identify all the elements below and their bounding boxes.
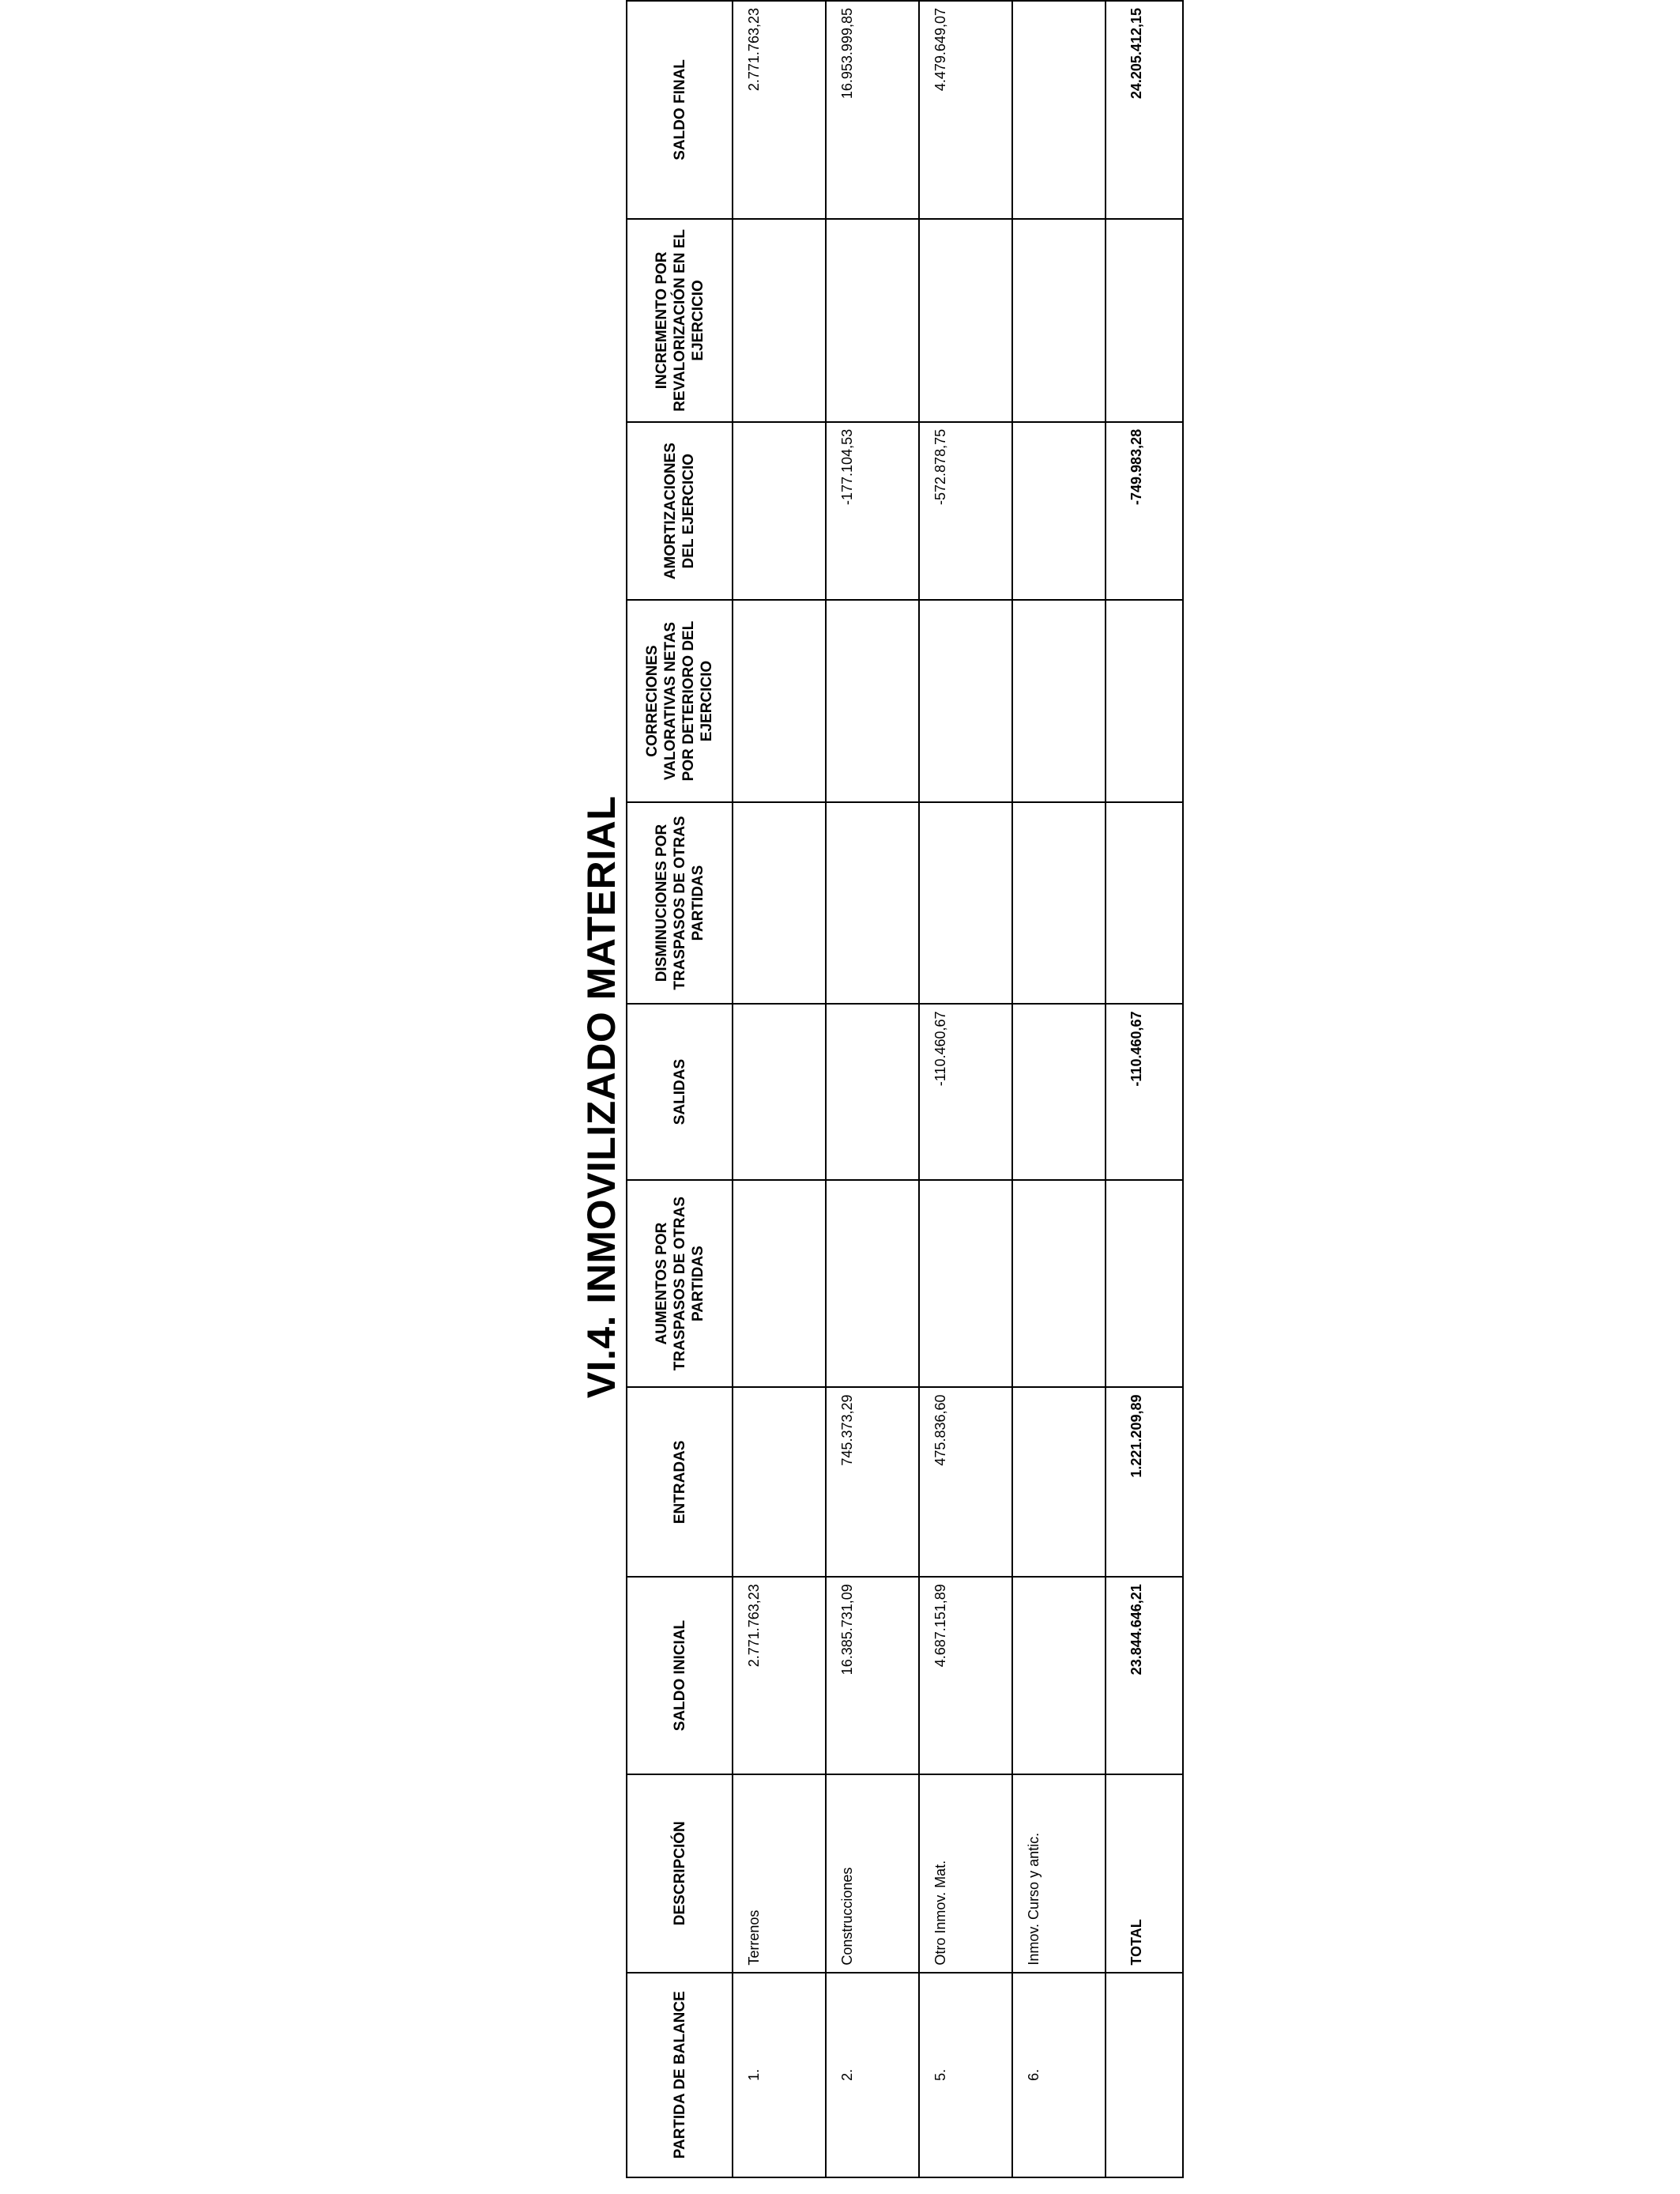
- cell-partida: 6.: [1012, 1973, 1106, 2177]
- fixed-assets-table: [626, 0, 1184, 2178]
- col-header-entradas: ENTRADAS: [627, 1388, 733, 1578]
- col-header-saldo-final: SALDO FINAL: [627, 1, 733, 219]
- cell-saldo-inicial: 2.771.763,23: [733, 1577, 826, 1774]
- cell-salidas: [733, 1004, 826, 1179]
- total-aumentos: [1106, 1180, 1183, 1388]
- col-header-amortizaciones: AMORTIZACIONES DEL EJERCICIO: [627, 422, 733, 601]
- rotated-page: [569, 0, 1144, 2194]
- cell-amortizaciones: [733, 422, 826, 601]
- table-row: [826, 1, 919, 2177]
- total-incremento: [1106, 219, 1183, 422]
- cell-incremento: [919, 219, 1012, 422]
- cell-saldo-final: 16.953.999,85: [826, 1, 919, 219]
- total-entradas: 1.221.209,89: [1106, 1388, 1183, 1578]
- cell-saldo-final: 4.479.649,07: [919, 1, 1012, 219]
- col-header-partida: PARTIDA DE BALANCE: [627, 1973, 733, 2177]
- page-title: VI.4. INMOVILIZADO MATERIAL: [579, 795, 623, 1399]
- cell-correcciones: [826, 600, 919, 801]
- total-row: [1106, 1, 1183, 2177]
- total-salidas: -110.460,67: [1106, 1004, 1183, 1179]
- table-row: [1012, 1, 1106, 2177]
- total-correcciones: [1106, 600, 1183, 801]
- cell-disminuciones: [1012, 802, 1106, 1005]
- cell-correcciones: [1012, 600, 1106, 801]
- total-label: TOTAL: [1106, 1774, 1183, 1973]
- cell-descripcion: Construcciones: [826, 1774, 919, 1973]
- cell-aumentos: [826, 1180, 919, 1388]
- col-header-aumentos: AUMENTOS POR TRASPASOS DE OTRAS PARTIDAS: [627, 1180, 733, 1388]
- cell-partida: 2.: [826, 1973, 919, 2177]
- cell-correcciones: [733, 600, 826, 801]
- table-row: [733, 1, 826, 2177]
- cell-partida: 1.: [733, 1973, 826, 2177]
- col-header-saldo-inicial: SALDO INICIAL: [627, 1577, 733, 1774]
- cell-entradas: 745.373,29: [826, 1388, 919, 1578]
- cell-incremento: [1012, 219, 1106, 422]
- cell-aumentos: [919, 1180, 1012, 1388]
- cell-aumentos: [1012, 1180, 1106, 1388]
- total-saldo-inicial: 23.844.646,21: [1106, 1577, 1183, 1774]
- cell-saldo-final: 2.771.763,23: [733, 1, 826, 219]
- cell-entradas: 475.836,60: [919, 1388, 1012, 1578]
- total-disminuciones: [1106, 802, 1183, 1005]
- col-header-correcciones: CORRECIONES VALORATIVAS NETAS POR DETERIORO DEL EJERCICIO: [627, 600, 733, 801]
- cell-partida: 5.: [919, 1973, 1012, 2177]
- total-amortizaciones: -749.983,28: [1106, 422, 1183, 601]
- cell-amortizaciones: [1012, 422, 1106, 601]
- cell-saldo-inicial: [1012, 1577, 1106, 1774]
- cell-entradas: [733, 1388, 826, 1578]
- cell-correcciones: [919, 600, 1012, 801]
- col-header-incremento: INCREMENTO POR REVALORIZACIÓN EN EL EJERCICIO: [627, 219, 733, 422]
- table-row: [919, 1, 1012, 2177]
- col-header-salidas: SALIDAS: [627, 1004, 733, 1179]
- col-header-disminuciones: DISMINUCIONES POR TRASPASOS DE OTRAS PARTIDAS: [627, 802, 733, 1005]
- cell-amortizaciones: -572.878,75: [919, 422, 1012, 601]
- cell-saldo-inicial: 4.687.151,89: [919, 1577, 1012, 1774]
- cell-partida-total: [1106, 1973, 1183, 2177]
- total-saldo-final: 24.205.412,15: [1106, 1, 1183, 219]
- cell-salidas: -110.460,67: [919, 1004, 1012, 1179]
- cell-descripcion: Inmov. Curso y antic.: [1012, 1774, 1106, 1973]
- cell-salidas: [1012, 1004, 1106, 1179]
- cell-descripcion: Terrenos: [733, 1774, 826, 1973]
- cell-amortizaciones: -177.104,53: [826, 422, 919, 601]
- cell-aumentos: [733, 1180, 826, 1388]
- cell-incremento: [733, 219, 826, 422]
- cell-entradas: [1012, 1388, 1106, 1578]
- header-row: [627, 1, 733, 2177]
- cell-incremento: [826, 219, 919, 422]
- cell-salidas: [826, 1004, 919, 1179]
- cell-saldo-inicial: 16.385.731,09: [826, 1577, 919, 1774]
- col-header-descripcion: DESCRIPCIÓN: [627, 1774, 733, 1973]
- cell-saldo-final: [1012, 1, 1106, 219]
- cell-disminuciones: [733, 802, 826, 1005]
- cell-disminuciones: [826, 802, 919, 1005]
- cell-descripcion: Otro Inmov. Mat.: [919, 1774, 1012, 1973]
- cell-disminuciones: [919, 802, 1012, 1005]
